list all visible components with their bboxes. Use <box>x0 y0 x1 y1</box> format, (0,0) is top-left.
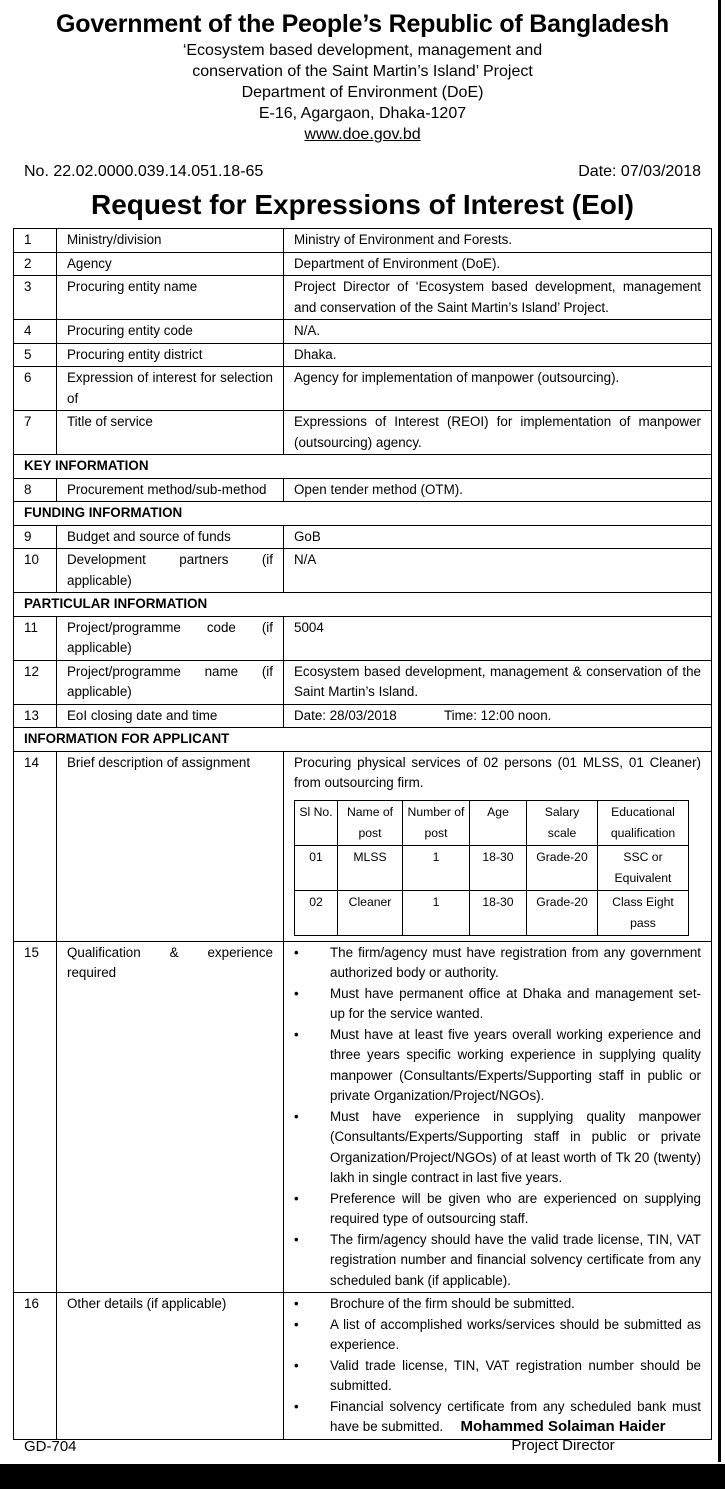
posts-row <box>295 845 689 890</box>
row-label: Brief description of assignment <box>57 751 284 941</box>
list-item: • The firm/agency must have registration from any government authorized body or authority. <box>294 944 701 980</box>
row-label: EoI closing date and time <box>57 704 284 728</box>
row-label: Other details (if applicable) <box>57 1293 284 1440</box>
section-row <box>14 455 712 479</box>
cell-qualification: SSC or Equivalent <box>598 845 689 890</box>
bullet-icon: • <box>294 1190 299 1206</box>
col-header-name: Name of post <box>338 800 403 845</box>
table-row <box>14 252 712 276</box>
row-number: 3 <box>14 276 57 320</box>
cell-qualification: Class Eight pass <box>598 890 689 935</box>
col-header-sl: Sl No. <box>295 800 338 845</box>
row-number: 16 <box>14 1293 57 1440</box>
bullet-icon: • <box>294 1026 299 1042</box>
list-item: • A list of accomplished works/services should be submitted as experience. <box>294 1316 701 1352</box>
row-label: Project/programme code (if applicable) <box>57 616 284 660</box>
row-value: Agency for implementation of manpower (outsourcing). <box>284 367 712 411</box>
cell-age: 18-30 <box>470 890 527 935</box>
table-row <box>14 411 712 455</box>
row-value: N/A <box>284 549 712 593</box>
col-header-salary: Salary scale <box>527 800 598 845</box>
row-label: Ministry/division <box>57 229 284 253</box>
qualification-list <box>294 943 701 1292</box>
row-label: Title of service <box>57 411 284 455</box>
row-number: 2 <box>14 252 57 276</box>
cell-salary: Grade-20 <box>527 890 598 935</box>
signatory-title: Project Director <box>511 1437 615 1454</box>
section-heading-particular: PARTICULAR INFORMATION <box>14 593 712 617</box>
row-label: Procuring entity code <box>57 320 284 344</box>
project-name-line-1: ‘Ecosystem based development, management and <box>182 42 543 59</box>
list-item: • Brochure of the firm should be submitted. <box>294 1294 701 1315</box>
list-item: • Financial solvency certificate from any scheduled bank must have be submitted. <box>294 1398 701 1434</box>
list-item: • Must have permanent office at Dhaka and management set-up for the service wanted. <box>294 985 701 1021</box>
row-value: GoB <box>284 525 712 549</box>
row-value <box>284 704 712 728</box>
table-row <box>14 751 712 941</box>
list-item: • Must have at least five years overall working experience and three years specific working experience in supplying quality manpower (Consultants/Experts/Supporting staff in public or private Organization/Project/NGOs). <box>294 1026 701 1103</box>
bullet-icon: • <box>294 1316 299 1332</box>
table-row <box>14 941 712 1293</box>
row-value: Ministry of Environment and Forests. <box>284 229 712 253</box>
bullet-icon: • <box>294 1108 299 1124</box>
row-value: Expressions of Interest (REOI) for implementation of manpower (outsourcing) agency. <box>284 411 712 455</box>
bullet-icon: • <box>294 1357 299 1373</box>
row-number: 7 <box>14 411 57 455</box>
col-header-age: Age <box>470 800 527 845</box>
list-item: • The firm/agency should have the valid trade license, TIN, VAT registration number and financial solvency certificate from any scheduled bank (if applicable). <box>294 1231 701 1288</box>
list-item: • Preference will be given who are experienced on supplying required type of outsourcing staff. <box>294 1190 701 1226</box>
section-row <box>14 502 712 526</box>
posts-row <box>295 890 689 935</box>
assignment-description: Procuring physical services of 02 persons (01 MLSS, 01 Cleaner) from outsourcing firm. <box>294 754 701 790</box>
row-number: 1 <box>14 229 57 253</box>
row-value <box>284 941 712 1293</box>
col-header-qualification: Educational qualification <box>598 800 689 845</box>
cell-sl: 02 <box>295 890 338 935</box>
row-label: Development partners (if applicable) <box>57 549 284 593</box>
row-value: 5004 <box>284 616 712 660</box>
col-header-number: Number of post <box>403 800 470 845</box>
department-name: Department of Environment (DoE) <box>241 84 484 101</box>
bullet-icon: • <box>294 1398 299 1414</box>
row-number: 6 <box>14 367 57 411</box>
row-number: 9 <box>14 525 57 549</box>
bullet-icon: • <box>294 985 299 1001</box>
row-label: Project/programme name (if applicable) <box>57 660 284 704</box>
closing-time: Time: 12:00 noon. <box>443 707 552 723</box>
posts-table <box>294 800 689 936</box>
footer-code: GD-704 <box>24 1438 77 1455</box>
row-number: 15 <box>14 941 57 1293</box>
row-label: Procurement method/sub-method <box>57 478 284 502</box>
row-number: 11 <box>14 616 57 660</box>
letterhead <box>0 8 725 145</box>
row-number: 12 <box>14 660 57 704</box>
table-row <box>14 320 712 344</box>
cell-name: MLSS <box>338 845 403 890</box>
row-value: Ecosystem based development, management & conservation of the Saint Martin’s Island. <box>284 660 712 704</box>
cell-name: Cleaner <box>338 890 403 935</box>
row-label: Procuring entity district <box>57 343 284 367</box>
table-row <box>14 549 712 593</box>
row-label: Procuring entity name <box>57 276 284 320</box>
row-label: Budget and source of funds <box>57 525 284 549</box>
table-row <box>14 343 712 367</box>
list-item: • Valid trade license, TIN, VAT registration number should be submitted. <box>294 1357 701 1393</box>
project-name-line-2: conservation of the Saint Martin’s Island’ Project <box>192 63 533 80</box>
cell-number: 1 <box>403 845 470 890</box>
bullet-icon: • <box>294 1231 299 1247</box>
section-heading-applicant: INFORMATION FOR APPLICANT <box>14 728 712 752</box>
row-number: 10 <box>14 549 57 593</box>
table-row <box>14 478 712 502</box>
row-label: Agency <box>57 252 284 276</box>
other-details-list <box>294 1294 701 1438</box>
row-number: 5 <box>14 343 57 367</box>
address: E-16, Agargaon, Dhaka-1207 <box>258 105 467 122</box>
row-number: 14 <box>14 751 57 941</box>
row-value: Project Director of ‘Ecosystem based development, management and conservation of the Saint Martin’s Island’ Project. <box>284 276 712 320</box>
website-link[interactable]: www.doe.gov.bd <box>304 126 421 143</box>
document-title: Request for Expressions of Interest (EoI) <box>91 189 634 220</box>
list-item: • Must have experience in supplying quality manpower (Consultants/Experts/Supporting staff in public or private Organization/Project/NGOs) of at least worth of Tk 20 (twenty) lakh in single contract in last five years. <box>294 1108 701 1185</box>
bullet-icon: • <box>294 1296 299 1311</box>
table-row <box>14 525 712 549</box>
closing-date: Date: 28/03/2018 <box>294 707 397 723</box>
table-row <box>14 229 712 253</box>
bullet-icon: • <box>294 944 299 960</box>
row-number: 4 <box>14 320 57 344</box>
row-value <box>284 751 712 941</box>
bottom-border-bar <box>0 1464 725 1489</box>
section-row <box>14 728 712 752</box>
signatory-name: Mohammed Solaiman Haider <box>460 1418 666 1435</box>
memo-number: No. 22.02.0000.039.14.051.18-65 <box>24 163 264 180</box>
table-row <box>14 660 712 704</box>
table-row <box>14 367 712 411</box>
section-row <box>14 593 712 617</box>
table-row <box>14 704 712 728</box>
eoi-table <box>13 228 712 1440</box>
government-title: Government of the People’s Republic of Bangladesh <box>56 10 669 38</box>
row-label: Expression of interest for selection of <box>57 367 284 411</box>
cell-sl: 01 <box>295 845 338 890</box>
row-value: Department of Environment (DoE). <box>284 252 712 276</box>
cell-age: 18-30 <box>470 845 527 890</box>
table-row <box>14 616 712 660</box>
section-heading-funding: FUNDING INFORMATION <box>14 502 712 526</box>
row-label: Qualification & experience required <box>57 941 284 1293</box>
posts-header-row <box>295 800 689 845</box>
section-heading-key: KEY INFORMATION <box>14 455 712 479</box>
memo-date: Date: 07/03/2018 <box>578 163 701 180</box>
row-value: Dhaka. <box>284 343 712 367</box>
table-row <box>14 276 712 320</box>
row-number: 13 <box>14 704 57 728</box>
row-value: Open tender method (OTM). <box>284 478 712 502</box>
cell-number: 1 <box>403 890 470 935</box>
signature-block <box>420 1417 706 1455</box>
cell-salary: Grade-20 <box>527 845 598 890</box>
row-value: N/A. <box>284 320 712 344</box>
row-number: 8 <box>14 478 57 502</box>
